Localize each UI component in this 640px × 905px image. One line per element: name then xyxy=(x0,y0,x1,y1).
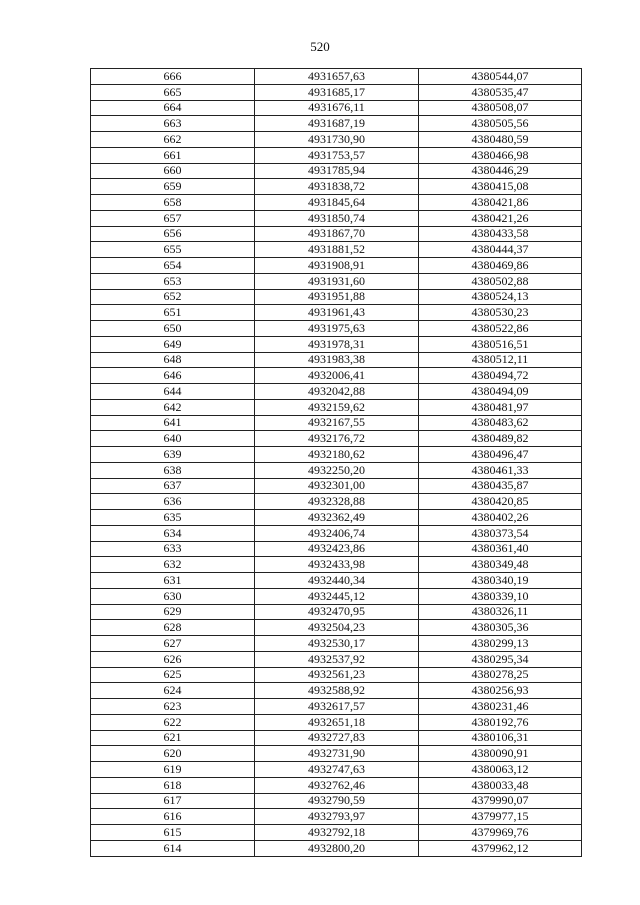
x-coordinate-cell: 4932747,63 xyxy=(255,762,419,778)
x-coordinate-cell: 4932762,46 xyxy=(255,777,419,793)
x-coordinate-cell: 4931845,64 xyxy=(255,195,419,211)
y-coordinate-cell: 4380494,72 xyxy=(419,368,582,384)
x-coordinate-cell: 4932793,97 xyxy=(255,809,419,825)
table-row xyxy=(91,273,582,289)
table-row xyxy=(91,179,582,195)
y-coordinate-cell: 4380415,08 xyxy=(419,179,582,195)
y-coordinate-cell: 4380494,09 xyxy=(419,384,582,400)
x-coordinate-cell: 4931931,60 xyxy=(255,273,419,289)
y-coordinate-cell: 4380512,11 xyxy=(419,352,582,368)
table-row xyxy=(91,651,582,667)
y-coordinate-cell: 4380480,59 xyxy=(419,132,582,148)
y-coordinate-cell: 4380421,26 xyxy=(419,210,582,226)
x-coordinate-cell: 4932445,12 xyxy=(255,588,419,604)
point-number-cell: 649 xyxy=(91,336,255,352)
x-coordinate-cell: 4931867,70 xyxy=(255,226,419,242)
y-coordinate-cell: 4380106,31 xyxy=(419,730,582,746)
x-coordinate-cell: 4932167,55 xyxy=(255,415,419,431)
x-coordinate-cell: 4932180,62 xyxy=(255,447,419,463)
point-number-cell: 666 xyxy=(91,69,255,85)
point-number-cell: 659 xyxy=(91,179,255,195)
y-coordinate-cell: 4380469,86 xyxy=(419,258,582,274)
point-number-cell: 638 xyxy=(91,462,255,478)
point-number-cell: 648 xyxy=(91,352,255,368)
table-row xyxy=(91,699,582,715)
x-coordinate-cell: 4932159,62 xyxy=(255,399,419,415)
y-coordinate-cell: 4380421,86 xyxy=(419,195,582,211)
point-number-cell: 660 xyxy=(91,163,255,179)
x-coordinate-cell: 4932790,59 xyxy=(255,793,419,809)
point-number-cell: 658 xyxy=(91,195,255,211)
x-coordinate-cell: 4931838,72 xyxy=(255,179,419,195)
table-row xyxy=(91,604,582,620)
x-coordinate-cell: 4932433,98 xyxy=(255,557,419,573)
point-number-cell: 642 xyxy=(91,399,255,415)
y-coordinate-cell: 4380340,19 xyxy=(419,573,582,589)
y-coordinate-cell: 4380535,47 xyxy=(419,84,582,100)
point-number-cell: 622 xyxy=(91,714,255,730)
point-number-cell: 634 xyxy=(91,525,255,541)
x-coordinate-cell: 4932792,18 xyxy=(255,825,419,841)
point-number-cell: 625 xyxy=(91,667,255,683)
table-row xyxy=(91,557,582,573)
x-coordinate-cell: 4932537,92 xyxy=(255,651,419,667)
table-row xyxy=(91,132,582,148)
table-row xyxy=(91,636,582,652)
y-coordinate-cell: 4380444,37 xyxy=(419,242,582,258)
table-row xyxy=(91,620,582,636)
x-coordinate-cell: 4932440,34 xyxy=(255,573,419,589)
table-row xyxy=(91,242,582,258)
y-coordinate-cell: 4380361,40 xyxy=(419,541,582,557)
point-number-cell: 657 xyxy=(91,210,255,226)
table-row xyxy=(91,163,582,179)
table-row xyxy=(91,226,582,242)
point-number-cell: 636 xyxy=(91,494,255,510)
x-coordinate-cell: 4932504,23 xyxy=(255,620,419,636)
y-coordinate-cell: 4380530,23 xyxy=(419,305,582,321)
table-row xyxy=(91,321,582,337)
point-number-cell: 620 xyxy=(91,746,255,762)
y-coordinate-cell: 4379977,15 xyxy=(419,809,582,825)
y-coordinate-cell: 4380481,97 xyxy=(419,399,582,415)
point-number-cell: 621 xyxy=(91,730,255,746)
table-row xyxy=(91,478,582,494)
x-coordinate-cell: 4931676,11 xyxy=(255,100,419,116)
x-coordinate-cell: 4931850,74 xyxy=(255,210,419,226)
y-coordinate-cell: 4380524,13 xyxy=(419,289,582,305)
y-coordinate-cell: 4380466,98 xyxy=(419,147,582,163)
x-coordinate-cell: 4931978,31 xyxy=(255,336,419,352)
point-number-cell: 627 xyxy=(91,636,255,652)
table-row xyxy=(91,116,582,132)
table-row xyxy=(91,683,582,699)
table-row xyxy=(91,399,582,415)
y-coordinate-cell: 4380516,51 xyxy=(419,336,582,352)
point-number-cell: 624 xyxy=(91,683,255,699)
table-row xyxy=(91,100,582,116)
x-coordinate-cell: 4931908,91 xyxy=(255,258,419,274)
x-coordinate-cell: 4932530,17 xyxy=(255,636,419,652)
table-row xyxy=(91,352,582,368)
table-row xyxy=(91,147,582,163)
table-row xyxy=(91,195,582,211)
y-coordinate-cell: 4380502,88 xyxy=(419,273,582,289)
x-coordinate-cell: 4931785,94 xyxy=(255,163,419,179)
y-coordinate-cell: 4380339,10 xyxy=(419,588,582,604)
x-coordinate-cell: 4932651,18 xyxy=(255,714,419,730)
y-coordinate-cell: 4380278,25 xyxy=(419,667,582,683)
y-coordinate-cell: 4380489,82 xyxy=(419,431,582,447)
table-row xyxy=(91,825,582,841)
point-number-cell: 639 xyxy=(91,447,255,463)
x-coordinate-cell: 4931975,63 xyxy=(255,321,419,337)
table-row xyxy=(91,84,582,100)
x-coordinate-cell: 4931961,43 xyxy=(255,305,419,321)
point-number-cell: 655 xyxy=(91,242,255,258)
table-row xyxy=(91,258,582,274)
point-number-cell: 651 xyxy=(91,305,255,321)
table-row xyxy=(91,840,582,856)
table-row xyxy=(91,431,582,447)
point-number-cell: 653 xyxy=(91,273,255,289)
point-number-cell: 635 xyxy=(91,510,255,526)
x-coordinate-cell: 4932301,00 xyxy=(255,478,419,494)
y-coordinate-cell: 4380063,12 xyxy=(419,762,582,778)
x-coordinate-cell: 4932328,88 xyxy=(255,494,419,510)
x-coordinate-cell: 4931753,57 xyxy=(255,147,419,163)
point-number-cell: 631 xyxy=(91,573,255,589)
point-number-cell: 619 xyxy=(91,762,255,778)
y-coordinate-cell: 4380349,48 xyxy=(419,557,582,573)
table-row xyxy=(91,494,582,510)
y-coordinate-cell: 4379962,12 xyxy=(419,840,582,856)
table-row xyxy=(91,525,582,541)
y-coordinate-cell: 4380522,86 xyxy=(419,321,582,337)
x-coordinate-cell: 4932617,57 xyxy=(255,699,419,715)
table-row xyxy=(91,762,582,778)
x-coordinate-cell: 4931951,88 xyxy=(255,289,419,305)
table-row xyxy=(91,305,582,321)
x-coordinate-cell: 4932006,41 xyxy=(255,368,419,384)
y-coordinate-cell: 4380326,11 xyxy=(419,604,582,620)
point-number-cell: 632 xyxy=(91,557,255,573)
point-number-cell: 664 xyxy=(91,100,255,116)
table-row xyxy=(91,667,582,683)
x-coordinate-cell: 4932423,86 xyxy=(255,541,419,557)
y-coordinate-cell: 4380433,58 xyxy=(419,226,582,242)
y-coordinate-cell: 4380461,33 xyxy=(419,462,582,478)
coordinates-table-body xyxy=(91,69,582,857)
y-coordinate-cell: 4380305,36 xyxy=(419,620,582,636)
table-row xyxy=(91,447,582,463)
table-row xyxy=(91,384,582,400)
y-coordinate-cell: 4380256,93 xyxy=(419,683,582,699)
point-number-cell: 616 xyxy=(91,809,255,825)
point-number-cell: 615 xyxy=(91,825,255,841)
table-row xyxy=(91,793,582,809)
y-coordinate-cell: 4380192,76 xyxy=(419,714,582,730)
x-coordinate-cell: 4931687,19 xyxy=(255,116,419,132)
point-number-cell: 663 xyxy=(91,116,255,132)
point-number-cell: 617 xyxy=(91,793,255,809)
y-coordinate-cell: 4380033,48 xyxy=(419,777,582,793)
point-number-cell: 661 xyxy=(91,147,255,163)
x-coordinate-cell: 4932362,49 xyxy=(255,510,419,526)
x-coordinate-cell: 4931730,90 xyxy=(255,132,419,148)
x-coordinate-cell: 4932561,23 xyxy=(255,667,419,683)
y-coordinate-cell: 4380295,34 xyxy=(419,651,582,667)
table-row xyxy=(91,210,582,226)
coordinates-table xyxy=(90,68,582,857)
point-number-cell: 626 xyxy=(91,651,255,667)
x-coordinate-cell: 4931685,17 xyxy=(255,84,419,100)
point-number-cell: 662 xyxy=(91,132,255,148)
table-row xyxy=(91,588,582,604)
y-coordinate-cell: 4380435,87 xyxy=(419,478,582,494)
point-number-cell: 646 xyxy=(91,368,255,384)
point-number-cell: 623 xyxy=(91,699,255,715)
x-coordinate-cell: 4932588,92 xyxy=(255,683,419,699)
y-coordinate-cell: 4380231,46 xyxy=(419,699,582,715)
y-coordinate-cell: 4380446,29 xyxy=(419,163,582,179)
y-coordinate-cell: 4380090,91 xyxy=(419,746,582,762)
table-row xyxy=(91,510,582,526)
point-number-cell: 637 xyxy=(91,478,255,494)
point-number-cell: 618 xyxy=(91,777,255,793)
y-coordinate-cell: 4379969,76 xyxy=(419,825,582,841)
x-coordinate-cell: 4932176,72 xyxy=(255,431,419,447)
y-coordinate-cell: 4380420,85 xyxy=(419,494,582,510)
table-row xyxy=(91,730,582,746)
y-coordinate-cell: 4380373,54 xyxy=(419,525,582,541)
point-number-cell: 630 xyxy=(91,588,255,604)
table-row xyxy=(91,69,582,85)
table-row xyxy=(91,415,582,431)
table-row xyxy=(91,289,582,305)
table-row xyxy=(91,714,582,730)
table-row xyxy=(91,541,582,557)
point-number-cell: 656 xyxy=(91,226,255,242)
x-coordinate-cell: 4931657,63 xyxy=(255,69,419,85)
table-row xyxy=(91,462,582,478)
y-coordinate-cell: 4379990,07 xyxy=(419,793,582,809)
x-coordinate-cell: 4931983,38 xyxy=(255,352,419,368)
point-number-cell: 652 xyxy=(91,289,255,305)
x-coordinate-cell: 4932800,20 xyxy=(255,840,419,856)
point-number-cell: 641 xyxy=(91,415,255,431)
point-number-cell: 665 xyxy=(91,84,255,100)
y-coordinate-cell: 4380505,56 xyxy=(419,116,582,132)
y-coordinate-cell: 4380496,47 xyxy=(419,447,582,463)
point-number-cell: 633 xyxy=(91,541,255,557)
point-number-cell: 654 xyxy=(91,258,255,274)
y-coordinate-cell: 4380544,07 xyxy=(419,69,582,85)
y-coordinate-cell: 4380508,07 xyxy=(419,100,582,116)
x-coordinate-cell: 4932731,90 xyxy=(255,746,419,762)
point-number-cell: 629 xyxy=(91,604,255,620)
table-row xyxy=(91,746,582,762)
x-coordinate-cell: 4932470,95 xyxy=(255,604,419,620)
point-number-cell: 650 xyxy=(91,321,255,337)
x-coordinate-cell: 4932042,88 xyxy=(255,384,419,400)
page-number: 520 xyxy=(310,39,330,54)
y-coordinate-cell: 4380299,13 xyxy=(419,636,582,652)
point-number-cell: 614 xyxy=(91,840,255,856)
point-number-cell: 640 xyxy=(91,431,255,447)
table-row xyxy=(91,573,582,589)
table-row xyxy=(91,809,582,825)
point-number-cell: 644 xyxy=(91,384,255,400)
x-coordinate-cell: 4932406,74 xyxy=(255,525,419,541)
x-coordinate-cell: 4931881,52 xyxy=(255,242,419,258)
y-coordinate-cell: 4380483,62 xyxy=(419,415,582,431)
table-row xyxy=(91,368,582,384)
y-coordinate-cell: 4380402,26 xyxy=(419,510,582,526)
point-number-cell: 628 xyxy=(91,620,255,636)
table-row xyxy=(91,777,582,793)
table-row xyxy=(91,336,582,352)
x-coordinate-cell: 4932727,83 xyxy=(255,730,419,746)
x-coordinate-cell: 4932250,20 xyxy=(255,462,419,478)
